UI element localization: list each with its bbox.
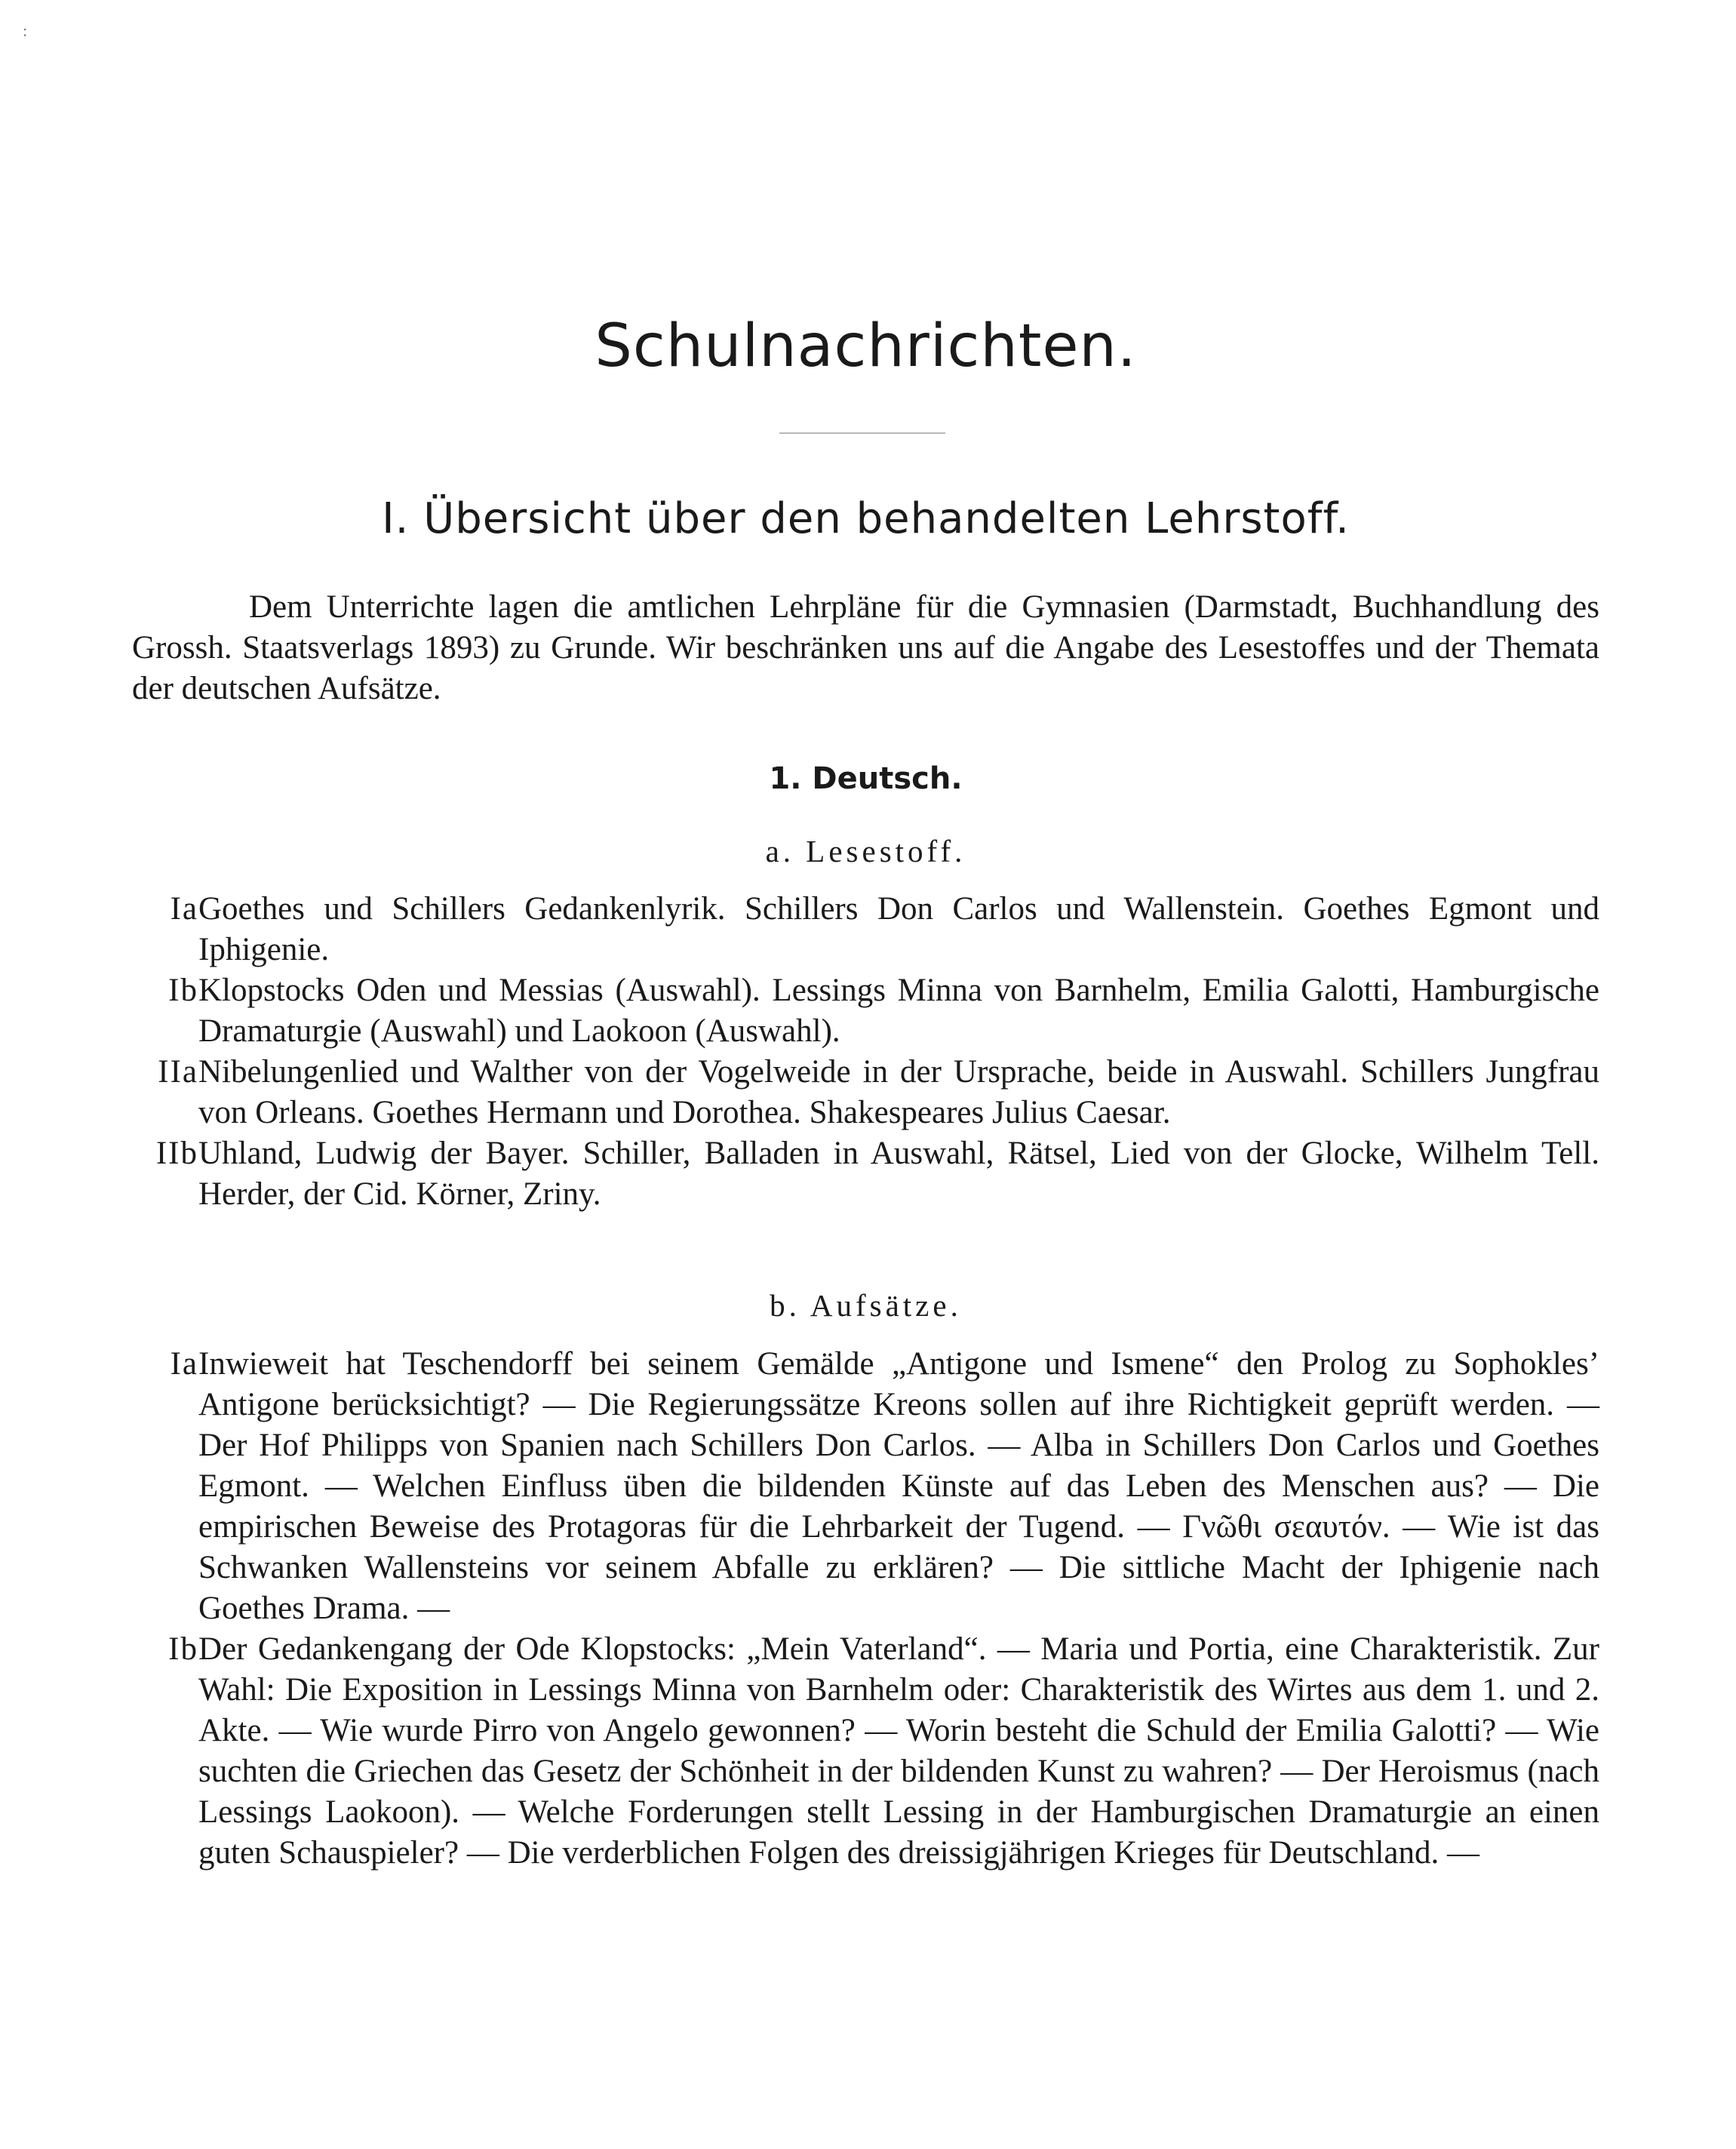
subject-heading: 1. Deutsch.	[769, 761, 963, 796]
page-title: Schulnachrichten.	[595, 312, 1137, 380]
lesestoff-entry	[132, 970, 1599, 1052]
entry-text: Uhland, Ludwig der Bayer. Schiller, Balladen in Auswahl, Rätsel, Lied von der Glocke, Wilhelm Tell. Herder, der Cid. Körner, Zriny.	[198, 1136, 1599, 1212]
aufsatz-entry	[132, 1629, 1599, 1874]
lesestoff-entry	[132, 889, 1599, 970]
margin-speck: :	[23, 21, 28, 40]
entry-text: Klopstocks Oden und Messias (Auswahl). Lessings Minna von Barnhelm, Emilia Galotti, Hamburgische Dramaturgie (Auswahl) und Laokoon (Auswahl).	[198, 973, 1599, 1049]
entry-text: Der Gedankengang der Ode Klopstocks: „Mein Vaterland“. — Maria und Portia, eine Charakteristik. Zur Wahl: Die Exposition in Lessings Minna von Barnhelm oder: Charakteristik des Wirtes aus dem 1. und 2. Akte. — Wie wurde Pirro von Angelo gewonnen? — Worin besteht die Schuld der Emilia Galotti? — Wie suchten die Griechen das Gesetz der Schönheit in der bildenden Kunst zu wahren? — Der Heroismus (nach Lessings Laokoon). — Welche Forderungen stellt Lessing in der Hamburgischen Dramaturgie an einen guten Schauspieler? — Die verderblichen Folgen des dreissigjährigen Krieges für Deutschland. —	[198, 1631, 1599, 1871]
aufsaetze-list	[132, 1344, 1599, 1874]
lesestoff-heading: a. Lesestoff.	[765, 834, 966, 869]
class-label: Ib	[168, 1631, 198, 1667]
entry-text: Nibelungenlied und Walther von der Vogelweide in der Ursprache, beide in Auswahl. Schillers Jungfrau von Orleans. Goethes Hermann und Dorothea. Shakespeares Julius Caesar.	[198, 1054, 1599, 1130]
lesestoff-list	[132, 889, 1599, 1215]
lesestoff-entry	[132, 1133, 1599, 1215]
section-title: I. Übersicht über den behandelten Lehrstoff.	[382, 494, 1350, 543]
intro-paragraph: Dem Unterrichte lagen die amtlichen Lehrpläne für die Gymnasien (Darmstadt, Buchhandlung des Grossh. Staatsverlags 1893) zu Grunde. Wir beschränken uns auf die Angabe des Lesestoffes und der Themata der deutschen Aufsätze.	[132, 589, 1599, 706]
class-label: Ib	[168, 973, 198, 1008]
aufsaetze-heading: b. Aufsätze.	[770, 1288, 962, 1323]
title-divider	[779, 432, 945, 434]
class-label: Ia	[170, 891, 198, 927]
entry-text: Inwieweit hat Teschendorff bei seinem Gemälde „Antigone und Ismene“ den Prolog zu Sophokles’ Antigone berücksichtigt? — Die Regierungssätze Kreons sollen auf ihre Richtigkeit geprüft werden. — Der Hof Philipps von Spanien nach Schillers Don Carlos. — Alba in Schillers Don Carlos und Goethes Egmont. — Welchen Einfluss üben die bildenden Künste auf das Leben des Menschen aus? — Die empirischen Beweise des Protagoras für die Lehrbarkeit der Tugend. — Γνῶθι σεαυτόν. — Wie ist das Schwanken Wallensteins vor seinem Abfalle zu erklären? — Die sittliche Macht der Iphigenie nach Goethes Drama. —	[198, 1346, 1599, 1626]
class-label: Ia	[170, 1346, 198, 1382]
document-page	[132, 0, 1599, 2149]
lesestoff-entry	[132, 1052, 1599, 1133]
class-label: IIb	[155, 1136, 198, 1171]
aufsatz-entry	[132, 1344, 1599, 1629]
class-label: IIa	[158, 1054, 198, 1090]
entry-text: Goethes und Schillers Gedankenlyrik. Schillers Don Carlos und Wallenstein. Goethes Egmont und Iphigenie.	[198, 891, 1599, 967]
